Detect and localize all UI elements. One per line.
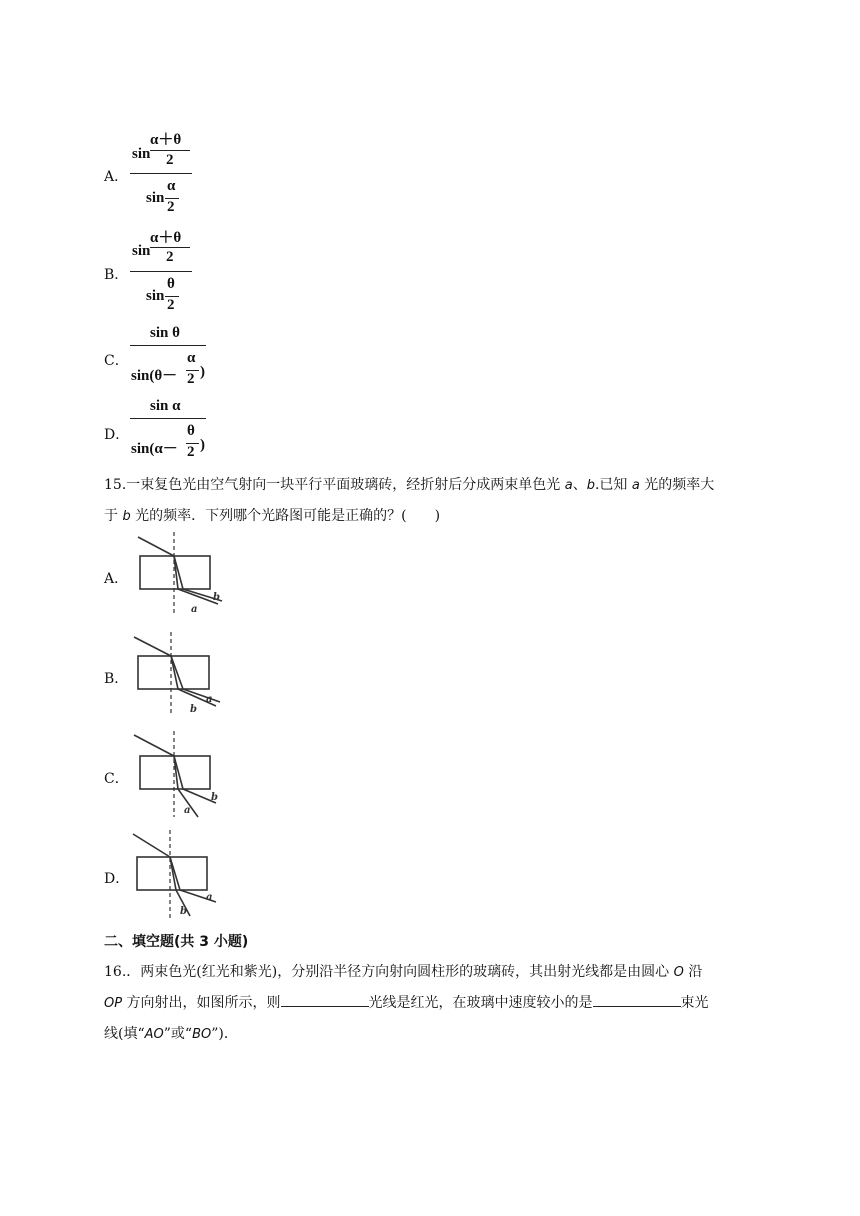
q16-text: 线(填“ (104, 1026, 145, 1042)
frac-bottom: 2 (166, 249, 174, 265)
frac-bottom: 2 (166, 152, 174, 168)
option-label: C． (104, 771, 129, 787)
option-label: B． (104, 671, 129, 687)
var-op: OP (104, 996, 123, 1011)
light-path-diagram-d (128, 830, 228, 920)
var-a: a (631, 478, 640, 493)
var-bo: BO (192, 1027, 212, 1042)
denominator-suffix: ) (200, 364, 205, 380)
q15-text: 光的频率大 (639, 477, 715, 493)
option-label: D． (104, 871, 130, 887)
ray-label-lower: a (184, 805, 191, 816)
var-ao: AO (144, 1027, 164, 1042)
main-fraction-bar (130, 418, 206, 419)
sin-fn: sin (132, 243, 151, 259)
q16-text: ”)． (211, 1026, 238, 1042)
denominator-prefix: sin(α－ (131, 441, 178, 457)
option-label: C． (104, 353, 129, 369)
q15-text: 于 (104, 508, 123, 524)
sin-fn: sin (132, 146, 151, 162)
ray-label-upper: b (213, 592, 220, 603)
answer-blank-2[interactable] (593, 992, 681, 1007)
main-fraction-bar (130, 345, 206, 346)
frac-top: α＋θ (150, 230, 182, 246)
frac-top: α＋θ (150, 132, 182, 148)
frac-bottom: 2 (167, 199, 175, 215)
q16-stem (104, 957, 764, 1050)
option-label: D． (104, 427, 130, 443)
q15-text: 光的频率．下列哪个光路图可能是正确的？( ) (130, 508, 441, 524)
answer-blank-1[interactable] (281, 992, 369, 1007)
ray-label-upper: a (206, 892, 213, 903)
section-heading: 二、填空题(共 3 小题) (104, 934, 249, 950)
sin-fn: sin (146, 190, 165, 206)
frac-top: θ (187, 423, 195, 439)
frac-top: α (167, 178, 176, 194)
main-fraction-bar (130, 271, 192, 272)
var-b: b (586, 478, 595, 493)
denominator-prefix: sin(θ－ (131, 368, 178, 384)
q15-stem (104, 470, 764, 532)
ray-label-lower: b (180, 906, 187, 917)
main-fraction-bar (130, 173, 192, 174)
frac-bottom: 2 (187, 371, 195, 387)
frac-top: θ (167, 276, 175, 292)
q16-text: 光线是红光，在玻璃中速度较小的是 (368, 995, 593, 1011)
ray-label-lower: a (191, 604, 198, 615)
frac-top: α (187, 350, 196, 366)
q15-text: .已知 (594, 477, 632, 493)
ray-label-lower: b (190, 704, 197, 715)
inner-fraction-bar (150, 247, 190, 248)
q16-text: 沿 (683, 964, 703, 980)
light-path-diagram-b (128, 632, 228, 718)
option-label: A． (104, 169, 129, 185)
light-path-diagram-a (128, 532, 228, 616)
frac-bottom: 2 (187, 444, 195, 460)
sin-fn: sin (146, 288, 165, 304)
q15-text: 15.一束复色光由空气射向一块平行平面玻璃砖，经折射后分成两束单色光 (104, 477, 565, 493)
denominator-suffix: ) (200, 437, 205, 453)
q16-text: 16.．两束色光(红光和紫光)，分别沿半径方向射向圆柱形的玻璃砖，其出射光线都是由圆心 (104, 964, 674, 980)
var-b: b (122, 509, 131, 524)
inner-fraction-bar (150, 150, 190, 151)
q16-text: 束光 (680, 995, 709, 1011)
numerator: sin θ (150, 325, 180, 341)
option-label: A． (104, 571, 129, 587)
ray-label-upper: a (206, 694, 213, 705)
q15-text: 、 (572, 477, 587, 493)
ray-label-upper: b (211, 792, 218, 803)
frac-bottom: 2 (167, 297, 175, 313)
option-label: B． (104, 267, 129, 283)
var-o: O (673, 965, 684, 980)
numerator: sin α (150, 398, 181, 414)
q16-text: ”或“ (163, 1026, 193, 1042)
var-a: a (564, 478, 573, 493)
light-path-diagram-c (128, 731, 228, 819)
q16-text: 方向射出，如图所示，则 (122, 995, 281, 1011)
